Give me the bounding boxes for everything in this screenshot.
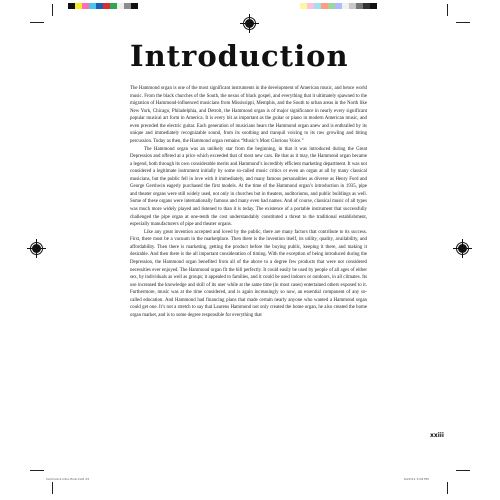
- color-swatch: [349, 3, 356, 9]
- color-swatch: [68, 3, 75, 9]
- color-calibration-bar-right: [300, 3, 377, 9]
- color-swatch: [103, 3, 110, 9]
- paragraph-1: The Hammond organ is one of the most significant instruments in the development of American music, and hence world music. From the black churches of the South, the nexus of black gospel, and everything that it ultimately spawned to the migration of Hammond-influenced musicians from Mississippi, Memphis, and the South to urban areas in the North like New York, Chicago, Philadelphia, and Detroit, the Hammond organ is of major significance in nearly every significant popular musical art form in America. It is every bit as important as the guitar or piano in modern American music, and even preceded the electric guitar. Each generation of musicians hears the Hammond organ anew and is enthralled by its unique and immediately recognizable sound, from its soothing and tranquil voicing to its raw growling and biting percussion. Today as then, the Hammond organ remains “Music’s Most Glorious Voice.”: [130, 86, 367, 144]
- crop-mark-bottom-left-vertical: [52, 482, 53, 494]
- page-title: Introduction: [130, 39, 349, 73]
- color-swatch: [82, 3, 89, 9]
- color-swatch: [314, 3, 321, 9]
- crop-mark-top-left: [30, 22, 44, 23]
- body-text: [130, 85, 367, 319]
- crop-mark-top-right: [456, 22, 470, 23]
- color-swatch: [328, 3, 335, 9]
- color-swatch: [342, 3, 349, 9]
- registration-mark-left-icon: [32, 244, 41, 253]
- color-swatch: [307, 3, 314, 9]
- color-swatch: [75, 3, 82, 9]
- color-swatch: [89, 3, 96, 9]
- registration-mark-top-icon: [245, 19, 254, 28]
- crop-mark-bottom-left: [30, 470, 44, 471]
- registration-mark-right-icon: [458, 244, 467, 253]
- page-number: xxiii: [430, 432, 444, 439]
- color-swatch: [131, 3, 138, 9]
- color-swatch: [363, 3, 370, 9]
- color-calibration-bar-left: [68, 3, 138, 9]
- color-swatch: [356, 3, 363, 9]
- color-swatch: [300, 3, 307, 9]
- color-swatch: [117, 3, 124, 9]
- color-swatch: [370, 3, 377, 9]
- crop-mark-bottom-right: [456, 470, 470, 471]
- crop-mark-bottom-right-vertical: [447, 482, 448, 494]
- color-swatch: [110, 3, 117, 9]
- crop-mark-top-right-vertical: [447, 4, 448, 16]
- color-swatch: [321, 3, 328, 9]
- paragraph-2: The Hammond organ was an unlikely star from the beginning, in that it was introduced during the Great Depression and offered at a price which exceeded that of most new cars. Be that as it may, the Hammond organ became a legend, both through its own considerable merits and Hammond’s incredibly efficient marketing department. It was not considered a legitimate instrument initially by some so-called music critics or even an organ at all by many classical musicians, but the public fell in love with it immediately, and many famous personalities as diverse as Henry Ford and George Gershwin eagerly purchased the first models. At the time of the Hammond organ’s introduction in 1935, pipe and theater organs were still widely used, not only in churches but in theaters, auditoriums, and public buildings as well. Some of these organs were internationally famous and many even had names. And of course, classical music of all types was much more widely played and listened to than it is today. The existence of a portable instrument that successfully challenged the pipe organ at one-tenth the cost understandably constituted a threat to the traditional establishment, especially manufacturers of pipe and theater organs.: [130, 146, 367, 228]
- crop-mark-top-left-vertical: [52, 4, 53, 16]
- color-swatch: [124, 3, 131, 9]
- color-swatch: [96, 3, 103, 9]
- print-slug-filename: hammond-intro-final.indd 23: [46, 477, 90, 481]
- paragraph-3: Like any great invention accepted and loved by the public, there are many factors that contribute to its success. First, there must be a vacuum in the marketplace. Then there is the invention itself, its utility, quality, availability, and affordability. Then there is marketing, getting the product before the buying public, keeping it there, and making it desirable. And then there is the all important consideration of timing. With the exception of being introduced during the Depression, the Hammond organ benefited from all of the above to a degree few products that were not considered necessities ever enjoyed. The Hammond organ fit the bill perfectly. It could easily be used by people of all ages of either sex, by individuals as well as groups; it appealed to families, and it could be used indoors or outdoors, in all climates. Its use increased the knowledge and skill of its user while at the same time (in most cases) entertained others exposed to it. Furthermore, music was at the time considered, and is again increasingly so now, an essential component of any so-called education. And Hammond had financing plans that made certain nearly anyone who wanted a Hammond organ could get one. It’s not a stretch to say that Laurens Hammond not only created the home organ, he also created the home organ market, and is to some degree responsible for everything that: [130, 229, 367, 318]
- print-slug-timestamp: 6/22/11 3:04 PM: [404, 477, 429, 481]
- color-swatch: [335, 3, 342, 9]
